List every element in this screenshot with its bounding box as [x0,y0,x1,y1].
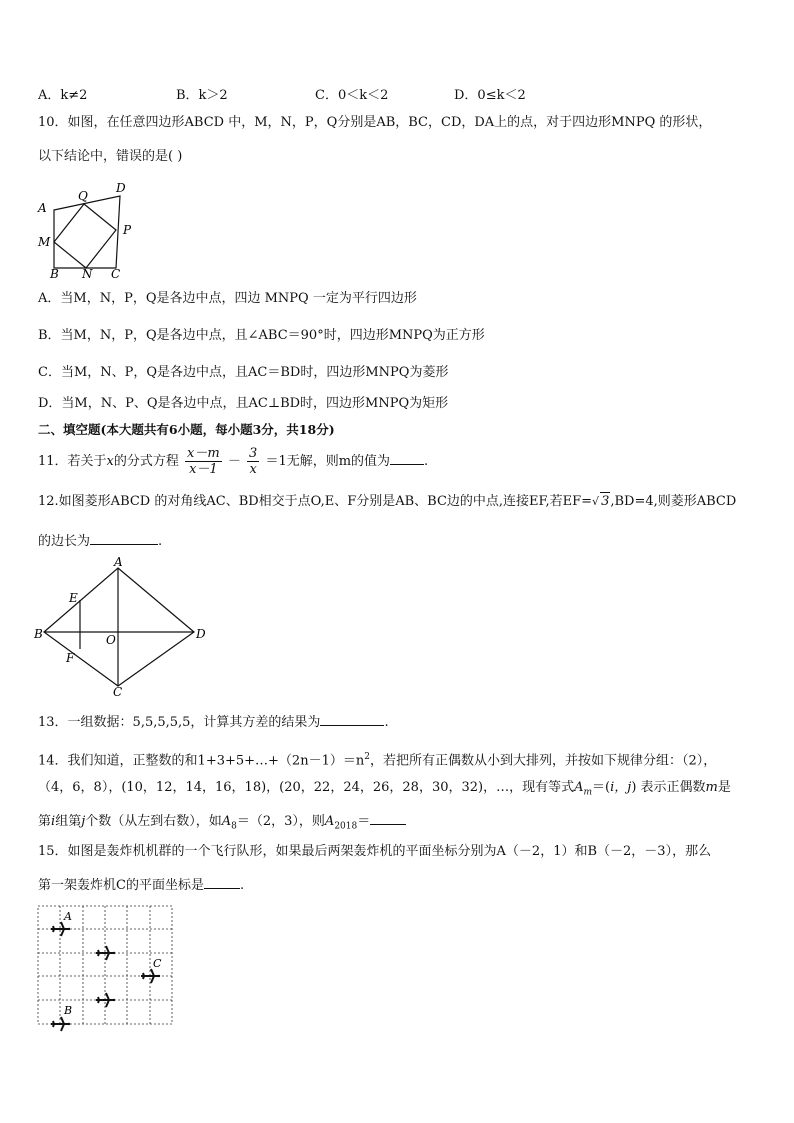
q11-frac1-numerator: x－m [187,446,220,461]
plane-b-icon [51,1017,70,1031]
q13-text: 13．一组数据：5,5,5,5,5，计算其方差的结果为 [38,715,321,730]
q14-line1-a: 14．我们知道，正整数的和1+3+5+…+（2n－1）＝n [38,753,365,769]
q15-line1: 15．如图是轰炸机机群的一个飞行队形，如果最后两架轰炸机的平面坐标分别为A（－2，1）和B（－2，－3），那么 [38,844,712,859]
q10-option-d: D．当M，N、P、Q是各边中点，且AC⊥BD时，四边形MNPQ为矩形 [38,396,449,411]
plane-c-icon [141,969,160,983]
label-B: B [64,1004,73,1017]
q15-line2-text: 第一架轰炸机C的平面坐标是 [38,878,204,893]
q14-line2-sub-m: m [583,787,593,798]
q14-line3-e: ＝ [357,814,371,829]
label-A: A [114,556,123,569]
label-A: A [64,910,72,923]
q14-line3-i: i [51,814,56,829]
q11-suffix: ＝1无解，则m的值为 [265,454,391,469]
q12-text-a: 12.如图菱形ABCD 的对角线AC、BD相交于点O,E、F分别是AB、BC边的中点,连接EF,若EF= [38,494,593,509]
label-M: M [38,235,51,249]
label-D: D [116,181,126,195]
q12-end: . [158,534,163,549]
q14-line2-c: ) 表示正偶数 [631,780,706,795]
q14-line2-ij: i，j [610,780,632,795]
q9-option-a: A．k≠2 [38,88,88,103]
plane-2-icon [96,946,115,960]
q11-frac2-denominator: x [249,462,257,477]
q14-line2-b: ＝( [592,780,611,795]
q11-var-x: x [106,454,114,469]
q9-option-d: D．0≤k＜2 [454,88,526,103]
q14-line3 [38,810,406,836]
q11-frac2-numerator: 3 [249,446,258,461]
q11-prefix: 11．若关于 [38,454,107,469]
q9-option-b: B．k＞2 [176,88,228,103]
section-heading: 二、填空题(本大题共有6小题，每小题3分，共18分) [38,422,335,437]
q12-line2-text: 的边长为 [38,534,91,549]
q14-line2 [38,779,731,802]
q14-line3-d: ＝（2，3），则 [236,814,325,829]
q10-quadrilateral-figure [34,180,144,280]
label-O: O [106,633,116,647]
q13-line [38,711,389,732]
plane-a-icon [51,922,70,936]
label-D: D [196,627,206,641]
q11-answer-blank [390,450,424,465]
q12-text-b: ,BD=4,则菱形ABCD [610,494,737,509]
q12-rhombus-figure [34,556,214,698]
q12-answer-blank [90,530,158,545]
q15-formation-grid [34,902,178,1032]
q12-sqrt: 3 [601,494,610,509]
q13-answer-blank [320,711,384,726]
q14-line3-b: 组第 [55,814,82,829]
label-E: E [69,591,78,605]
q14-line3-sub2018: 2018 [334,821,358,832]
plane-4-icon [96,993,115,1007]
q13-end: . [384,715,389,730]
q11-frac1-denominator: x－1 [189,462,218,477]
label-N: N [82,267,93,280]
q14-line3-A2018: A [324,814,335,829]
q14-line1-b: ，若把所有正偶数从小到大排列，并按如下规律分组：（2）， [369,753,717,769]
label-F: F [66,651,75,665]
q11-mid: 的分式方程 [113,454,179,469]
q11-line [38,444,428,480]
label-A: A [38,201,47,215]
q12-line1: 12.如图菱形ABCD 的对角线AC、BD相交于点O,E、F分别是AB、BC边的中点,连接EF,若EF=√ 3,BD=4,则菱形ABCD [38,494,737,509]
rhombus-abcd [44,568,194,686]
q14-answer-blank [370,810,406,825]
q10-stem-line2: 以下结论中，错误的是( ) [38,149,183,164]
q14-line2-d: 是 [717,780,731,795]
label-P: P [123,223,132,237]
q10-option-a: A．当M，N，P，Q是各边中点，四边 MNPQ 一定为平行四边形 [38,291,417,306]
q10-option-c: C．当M，N、P，Q是各边中点，且AC＝BD时，四边形MNPQ为菱形 [38,365,449,380]
q14-line1 [38,748,716,770]
q11-fraction-2 [247,446,259,477]
quad-mnpq [54,204,116,268]
label-C: C [113,685,123,698]
q15-end: . [239,878,245,893]
q14-line2-A: A [574,780,584,795]
q14-line3-c: 个数（从左到右数），如 [85,814,222,829]
q10-option-b: B．当M，N，P，Q是各边中点，且∠ABC＝90°时，四边形MNPQ为正方形 [38,328,485,343]
q15-answer-blank [204,874,240,889]
q14-line2-a: （4，6，8），(10，12，14，16，18)，(20，22，24，26，28，30，32)，…，现有等式 [38,780,575,795]
label-C: C [111,267,121,280]
q14-line3-sub8: 8 [231,821,237,832]
label-B: B [50,267,59,280]
q14-line3-a: 第 [38,814,52,829]
label-C: C [153,957,162,970]
q15-line2 [38,874,244,895]
q11-minus: － [227,454,241,469]
label-Q: Q [78,189,88,203]
q12-line2 [38,530,162,551]
q11-end: . [424,454,429,469]
q9-option-c: C．0＜k＜2 [315,88,389,103]
label-B: B [34,627,43,641]
q10-stem-line1: 10．如图，在任意四边形ABCD 中，M，N，P，Q分别是AB，BC，CD，DA上的点，对于四边形MNPQ 的形状， [38,115,712,130]
grid-lines [38,906,172,1024]
q14-line2-m: m [705,780,718,795]
q14-line3-j: j [81,814,86,829]
q11-fraction-1 [185,446,222,477]
q14-line1-sup: 2 [364,752,370,762]
q14-line3-A8: A [221,814,232,829]
